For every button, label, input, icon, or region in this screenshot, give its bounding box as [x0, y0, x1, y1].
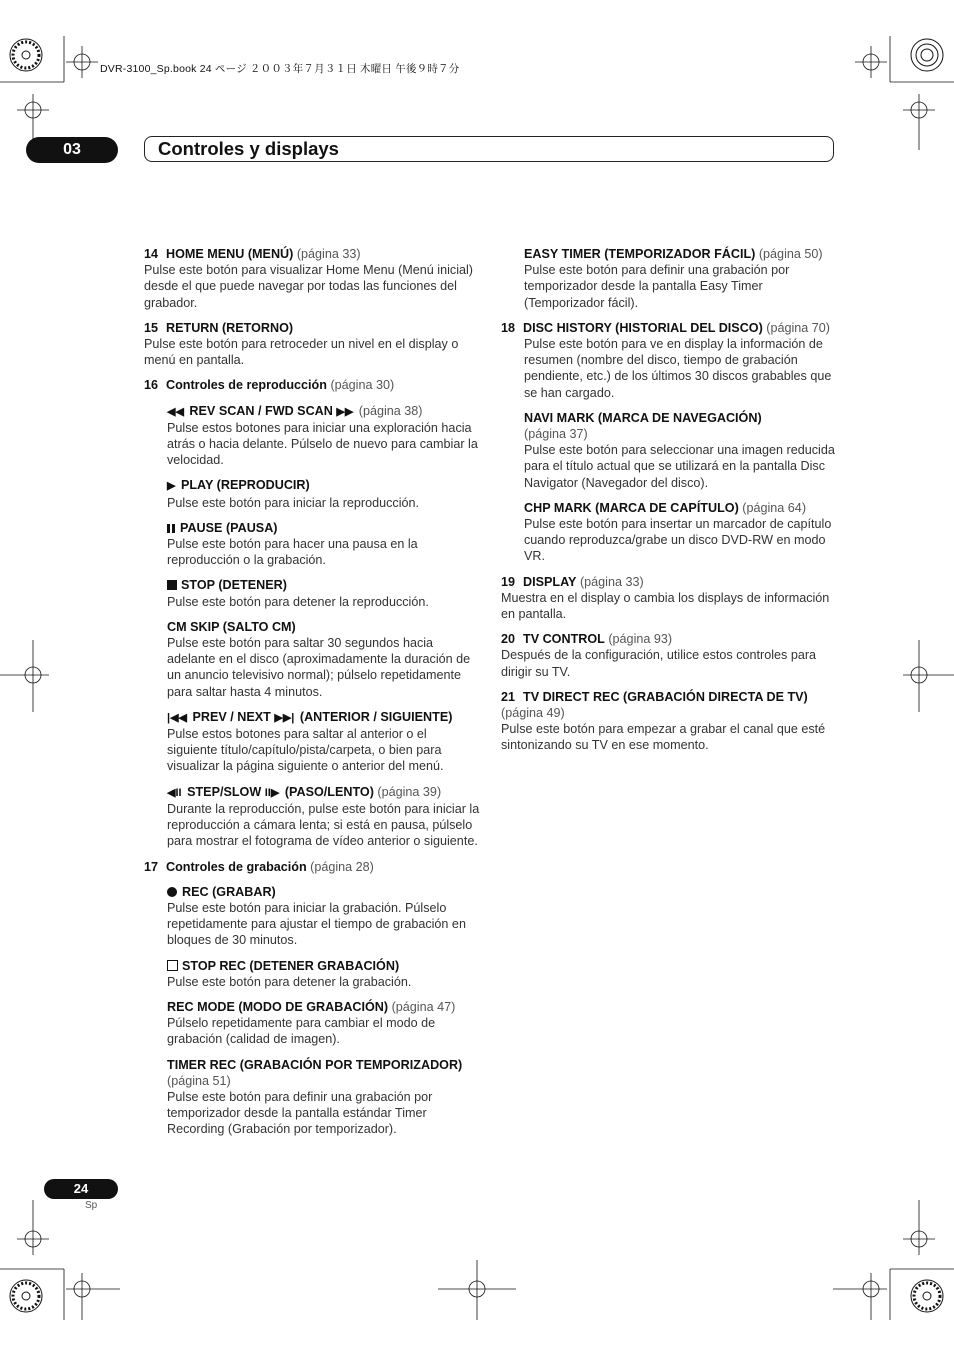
- rec-mode-body: Púlselo repetidamente para cambiar el modo de grabación (calidad de imagen).: [167, 1016, 436, 1047]
- step-forward-icon: II▶: [264, 786, 280, 799]
- page-number: 24: [44, 1179, 118, 1199]
- rev-scan-section: [167, 403, 480, 850]
- item-20-heading: 20 TV CONTROL (página 93): [501, 632, 673, 647]
- left-column: [144, 246, 480, 1138]
- easy-timer-body: Pulse este botón para definir una grabación por temporizador desde la pantalla Easy Timer (Temporizador fácil).: [524, 263, 790, 310]
- pause-icon: [167, 524, 175, 533]
- step-back-icon: ◀II: [167, 786, 182, 799]
- item-14-body: Pulse este botón para visualizar Home Menu (Menú inicial) desde el que puede navegar por todas las funciones del grabador.: [144, 263, 473, 310]
- play-icon: ▶: [167, 480, 176, 493]
- rewind-icon: ◀◀: [167, 405, 184, 418]
- crosshair-mark-icon: [833, 1273, 887, 1320]
- record-icon: [167, 887, 177, 897]
- timer-rec-page: (página 51): [167, 1073, 231, 1088]
- rec-heading: REC (GRABAR): [167, 884, 480, 900]
- item-20-body: Después de la configuración, utilice estos controles para dirigir su TV.: [501, 648, 817, 679]
- stop-rec-heading: STOP REC (DETENER GRABACIÓN): [167, 958, 480, 974]
- previous-icon: |◀◀: [167, 711, 187, 724]
- stop-rec-icon: [167, 960, 178, 971]
- stop-heading: STOP (DETENER): [167, 577, 480, 593]
- pause-heading: PAUSE (PAUSA): [167, 520, 480, 536]
- step-slow-body: Durante la reproducción, pulse este botón para iniciar la reproducción a cámara lenta; si está en pausa, púlselo para mostrar el fotograma de vídeo anterior o siguiente.: [167, 801, 480, 849]
- sunburst-mark-icon: [10, 1280, 42, 1312]
- sunburst-mark-icon: [911, 39, 943, 71]
- crosshair-mark-icon: [438, 1260, 516, 1320]
- crosshair-mark-icon: [66, 46, 98, 78]
- sunburst-mark-icon: [911, 1280, 943, 1312]
- rev-scan-heading: ◀◀ REV SCAN / FWD SCAN ▶▶ (página 38): [167, 403, 480, 420]
- fast-forward-icon: ▶▶: [336, 405, 354, 418]
- crosshair-mark-icon: [903, 94, 935, 150]
- crosshair-mark-icon: [0, 640, 49, 712]
- crosshair-mark-icon: [903, 640, 954, 712]
- chp-mark-body: Pulse este botón para insertar un marcador de capítulo cuando reproduzca/grabe un disco DVD-RW en modo VR.: [524, 517, 832, 564]
- rev-scan-body: Pulse estos botones para iniciar una exploración hacia atrás o hacia delante. Púlselo de nuevo para cambiar la velocidad.: [167, 420, 478, 468]
- crosshair-mark-icon: [855, 46, 887, 78]
- rec-mode-heading: REC MODE (MODO DE GRABACIÓN) (página 47): [167, 999, 456, 1014]
- step-slow-heading: ◀II STEP/SLOW II▶ (PASO/LENTO) (página 39): [167, 784, 480, 801]
- item-17-heading: 17 Controles de grabación (página 28): [144, 859, 374, 874]
- easy-timer-heading: EASY TIMER (TEMPORIZADOR FÁCIL) (página 50): [524, 247, 823, 261]
- item-14-heading: 14 HOME MENU (MENÚ) (página 33): [144, 247, 361, 261]
- play-heading: ▶ PLAY (REPRODUCIR): [167, 477, 480, 494]
- play-body: Pulse este botón para iniciar la reproducción.: [167, 495, 420, 510]
- chp-mark-heading: CHP MARK (MARCA DE CAPÍTULO) (página 64): [524, 500, 807, 515]
- item-15-heading: 15 RETURN (RETORNO): [144, 320, 294, 335]
- rec-section: [167, 884, 480, 1138]
- prev-next-heading: |◀◀ PREV / NEXT ▶▶| (ANTERIOR / SIGUIENTE): [167, 709, 480, 726]
- chapter-number: 03: [26, 137, 118, 163]
- pause-body: Pulse este botón para hacer una pausa en la reproducción o la grabación.: [167, 537, 418, 568]
- prev-next-body: Pulse estos botones para saltar al anterior o el siguiente título/capítulo/pista/carpeta, o bien para visualizar la página siguiente o anterior del menú.: [167, 727, 444, 774]
- item-21-body: Pulse este botón para empezar a grabar el canal que esté sintonizando su TV en ese momento.: [501, 722, 826, 753]
- sunburst-mark-icon: [10, 39, 42, 71]
- stop-rec-body: Pulse este botón para detener la grabación.: [167, 974, 412, 989]
- item-21-page: (página 49): [501, 706, 565, 721]
- stop-icon: [167, 580, 177, 590]
- item-19-heading: 19 DISPLAY (página 33): [501, 574, 644, 589]
- navi-mark-body: Pulse este botón para seleccionar una imagen reducida para el título actual que se utilizará en la pantalla Disc Navigator (Navegador del disco).: [524, 443, 835, 490]
- item-21-heading: 21 TV DIRECT REC (GRABACIÓN DIRECTA DE TV): [501, 689, 808, 704]
- timer-rec-body: Pulse este botón para definir una grabación por temporizador desde la pantalla estándar Timer Recording (Grabación por temporizador).: [167, 1089, 433, 1137]
- file-info: DVR-3100_Sp.book 24 ページ ２００３年７月３１日 木曜日 午後９時７分: [100, 63, 460, 75]
- item-16-heading: 16 Controles de reproducción (página 30): [144, 378, 395, 393]
- navi-mark-heading: NAVI MARK (MARCA DE NAVEGACIÓN): [524, 410, 762, 425]
- item-18-heading: 18 DISC HISTORY (HISTORIAL DEL DISCO) (página 70): [501, 320, 830, 335]
- item-19-body: Muestra en el display o cambia los displays de información en pantalla.: [501, 590, 830, 622]
- crosshair-mark-icon: [66, 1273, 120, 1320]
- language-code: Sp: [85, 1200, 98, 1211]
- rec-body: Pulse este botón para iniciar la grabación. Púlselo repetidamente para ajustar el tiempo de grabación en bloques de 30 minutos.: [167, 900, 466, 948]
- item-15-body: Pulse este botón para retroceder un nivel en el display o menú en pantalla.: [144, 337, 459, 368]
- navi-mark-page: (página 37): [524, 427, 588, 442]
- item-18-body: Pulse este botón para ve en display la información de resumen (nombre del disco, tiempo de grabación pendiente, etc.) de los últimos 30 discos grabables que se han cargado.: [524, 337, 832, 400]
- crosshair-mark-icon: [17, 1200, 49, 1255]
- stop-body: Pulse este botón para detener la reproducción.: [167, 594, 429, 609]
- crosshair-mark-icon: [903, 1200, 935, 1255]
- cm-skip-heading: CM SKIP (SALTO CM): [167, 619, 296, 634]
- next-icon: ▶▶|: [274, 711, 295, 724]
- timer-rec-heading: TIMER REC (GRABACIÓN POR TEMPORIZADOR): [167, 1057, 463, 1072]
- right-column: [501, 246, 839, 754]
- cm-skip-body: Pulse este botón para saltar 30 segundos hacia adelante en el disco (aproximadamente la duración de un anuncio televisivo normal); púlselo repetidamente para saltar hasta 4 minutos.: [167, 636, 471, 699]
- chapter-title: Controles y displays: [144, 136, 834, 162]
